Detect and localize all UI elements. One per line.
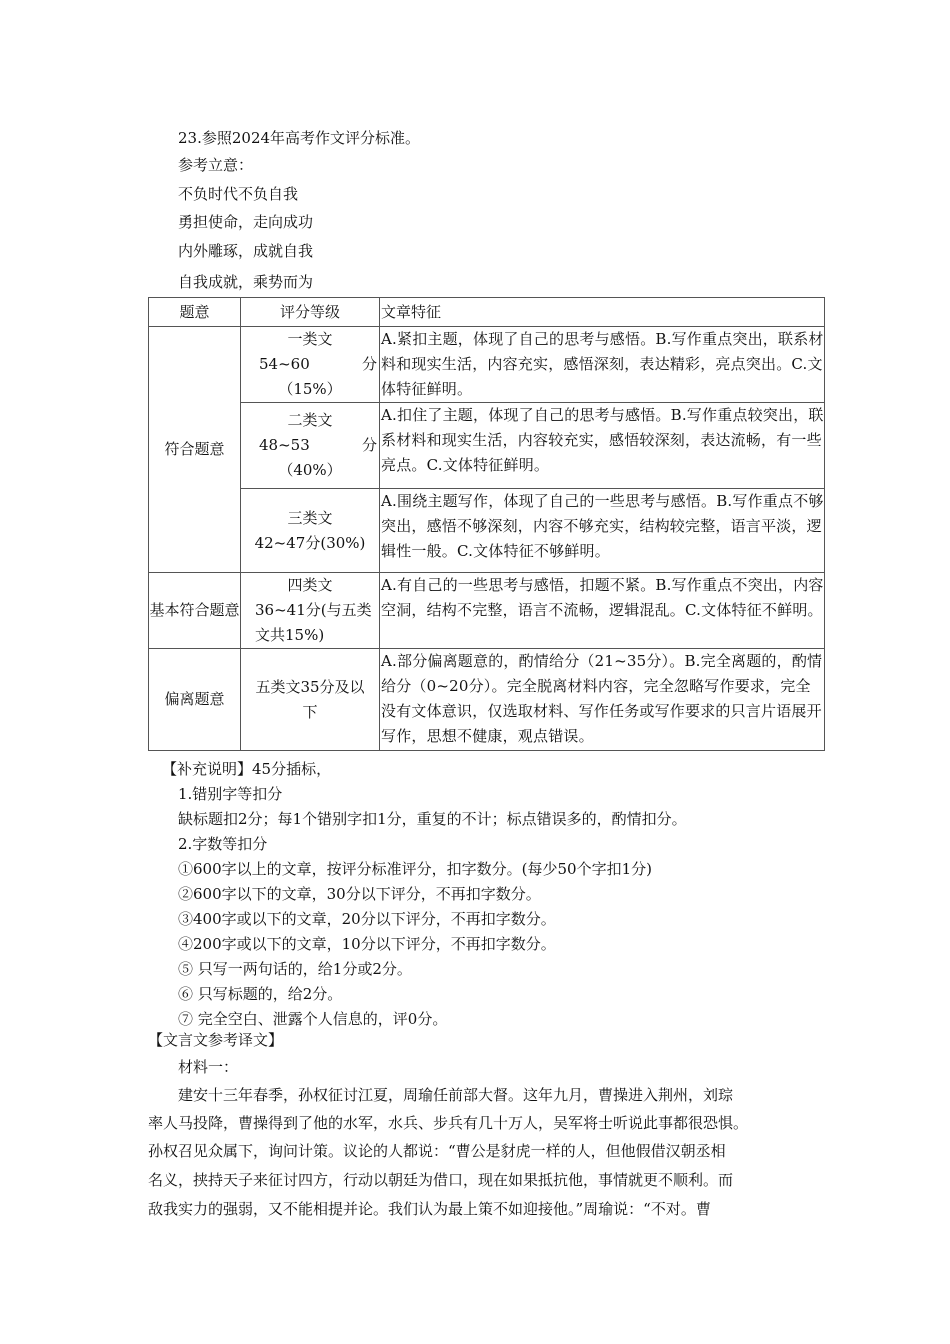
header-features: 文章特征 [380, 298, 825, 327]
features-cell [380, 489, 825, 573]
features-cell [380, 649, 825, 751]
header-level: 评分等级 [241, 298, 380, 327]
features-cell [380, 573, 825, 649]
supplement-item: 2.字数等扣分 [178, 835, 268, 853]
translation-line: 率人马投降，曹操得到了他的水军，水兵、步兵有几十万人，吴军将士听说此事都很恐惧。 [148, 1114, 749, 1132]
features-text: A.围绕主题写作，体现了自己的一些思考与感悟。B.写作重点不够突出，感悟不够深刻，内容不够充实，结构较完整，语言平淡，逻辑性一般。C.文体特征不够鲜明。 [381, 492, 824, 560]
supplement-item: ⑦ 完全空白、泄露个人信息的，评0分。 [178, 1010, 448, 1028]
features-text: A.有自己的一些思考与感悟，扣题不紧。B.写作重点不突出，内容空洞，结构不完整，语言不流畅，逻辑混乱。C.文体特征不鲜明。 [381, 576, 824, 619]
features-text: A.部分偏离题意的，酌情给分（21~35分）。B.完全离题的，酌情给分（0~20分）。完全脱离材料内容，完全忽略写作要求，完全没有文体意识，仅选取材料、写作任务或写作要求的只言片语展开写作，思想不健康，观点错误。 [381, 652, 823, 745]
level-unit: 分 [361, 436, 377, 454]
translation-line: 敌我实力的强弱，又不能相提并论。我们认为最上策不如迎接他。”周瑜说：“不对。曹 [148, 1200, 711, 1218]
level-cell [241, 649, 380, 751]
table-row [149, 327, 825, 403]
table-header-row [149, 298, 825, 327]
supplement-item: 1.错别字等扣分 [178, 785, 283, 803]
reference-label: 参考立意： [178, 156, 254, 174]
translation-line: 孙权召见众属下，询问计策。议论的人都说：“曹公是豺虎一样的人，但他假借汉朝丞相 [148, 1142, 726, 1160]
features-text: A.紧扣主题，体现了自己的思考与感悟。B.写作重点突出，联系材料和现实生活，内容充实，感悟深刻，表达精彩，亮点突出。C.文体特征鲜明。 [381, 330, 824, 398]
table-row [149, 573, 825, 649]
level-range: 42~47分(30%) [254, 533, 366, 552]
table-row [149, 489, 825, 573]
level-name: 二类文 [287, 411, 333, 429]
level-percent: （15%） [278, 380, 342, 398]
idea-item: 内外雕琢，成就自我 [178, 242, 314, 260]
features-cell [380, 403, 825, 489]
level-name: 一类文 [287, 330, 333, 348]
features-cell [380, 327, 825, 403]
idea-item: 不负时代不负自我 [178, 185, 299, 203]
material-label: 材料一： [178, 1058, 239, 1076]
question-title: 23.参照2024年高考作文评分标准。 [178, 129, 421, 147]
topic-cell: 符合题意 [149, 327, 241, 573]
translation-line: 名义，挟持天子来征讨四方，行动以朝廷为借口，现在如果抵抗他，事情就更不顺利。而 [148, 1171, 734, 1189]
supplement-item: ②600字以下的文章，30分以下评分，不再扣字数分。 [178, 885, 541, 903]
supplement-item: ⑥ 只写标题的，给2分。 [178, 985, 343, 1003]
topic-cell: 偏离题意 [149, 649, 241, 751]
level-range: 36~41分(与五类文共15%) [255, 601, 372, 644]
table-row [149, 649, 825, 751]
level-cell [241, 403, 380, 489]
supplement-title: 【补充说明】45分插标， [162, 760, 332, 778]
level-cell [241, 327, 380, 403]
level-name: 三类文 [287, 508, 333, 527]
level-name: 四类文 [287, 576, 333, 594]
supplement-item: ③400字或以下的文章，20分以下评分，不再扣字数分。 [178, 910, 556, 928]
supplement-item: 缺标题扣2分；每1个错别字扣1分，重复的不计；标点错误多的，酌情扣分。 [178, 810, 687, 828]
idea-item: 自我成就，乘势而为 [178, 273, 314, 291]
level-cell [241, 489, 380, 573]
level-name: 五类文35分及以下 [255, 677, 365, 721]
level-unit: 分 [361, 355, 377, 373]
features-text: A.扣住了主题，体现了自己的思考与感悟。B.写作重点较突出，联系材料和现实生活，内容较充实，感悟较深刻，表达流畅，有一些亮点。C.文体特征鲜明。 [381, 406, 824, 474]
level-percent: （40%） [278, 461, 342, 479]
topic-cell: 基本符合题意 [149, 573, 241, 649]
grading-table [148, 297, 825, 751]
supplement-item: ①600字以上的文章，按评分标准评分，扣字数分。(每少50个字扣1分) [178, 860, 652, 878]
table-row [149, 403, 825, 489]
level-range: 54~60 [259, 355, 310, 373]
level-cell [241, 573, 380, 649]
supplement-item: ④200字或以下的文章，10分以下评分，不再扣字数分。 [178, 935, 556, 953]
level-range: 48~53 [259, 436, 310, 454]
supplement-item: ⑤ 只写一两句话的，给1分或2分。 [178, 960, 412, 978]
header-topic: 题意 [149, 298, 241, 327]
translation-line: 建安十三年春季，孙权征讨江夏，周瑜任前部大督。这年九月，曹操进入荆州，刘琮 [178, 1086, 734, 1104]
idea-item: 勇担使命，走向成功 [178, 213, 314, 231]
translation-title: 【文言文参考译文】 [148, 1031, 284, 1049]
